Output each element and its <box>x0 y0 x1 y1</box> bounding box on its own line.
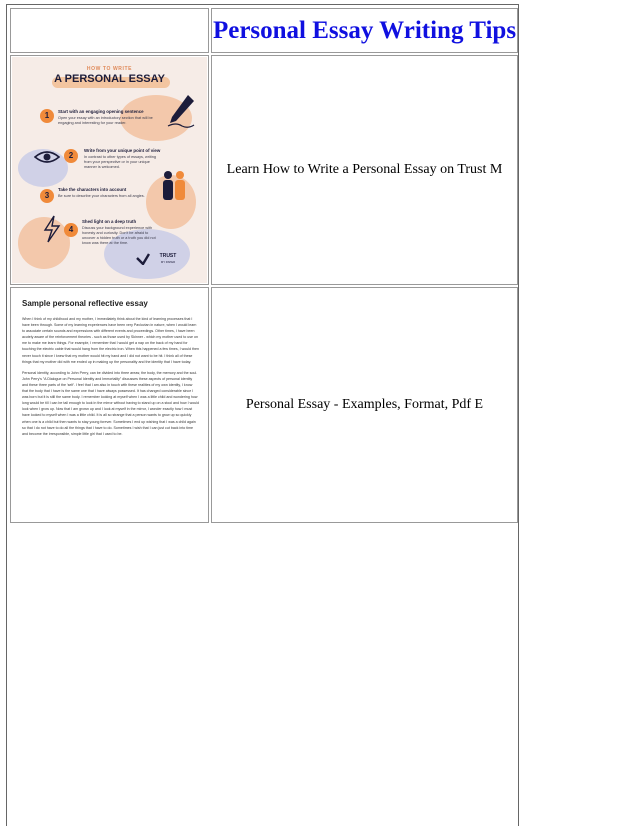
step-title: Take the characters into account <box>58 187 127 192</box>
caption-cell <box>211 55 518 285</box>
table-row-header <box>10 8 518 53</box>
pen-icon <box>166 93 196 129</box>
step-title: Write from your unique point of view <box>84 148 161 153</box>
step-number: 1 <box>40 109 54 123</box>
eye-icon <box>34 149 60 165</box>
sample-essay-image[interactable] <box>12 289 207 521</box>
step-text: Open your essay with an introductory section that will be engaging and interesting for your reader. <box>58 116 153 125</box>
image-caption[interactable]: Personal Essay - Examples, Format, Pdf E <box>245 397 484 412</box>
step-text: Discuss your background experience with honesty and curiosity. Don't be afraid to uncover a hidden truth or a truth you did not know was there at the time. <box>82 226 156 245</box>
brand-subtitle: MY PAPER <box>160 260 176 264</box>
header-empty-cell <box>10 8 209 53</box>
image-caption[interactable]: Learn How to Write a Personal Essay on Trust M <box>226 162 503 177</box>
step-number: 3 <box>40 189 54 203</box>
people-icon <box>160 169 188 209</box>
step-title: Start with an engaging opening sentence <box>58 109 144 114</box>
sample-essay-paragraph: Personal identity, according to John Perry, can be divided into three areas; the body, the memory and the soul. John Perry's "A Dialogue on Personal Identity and Immortality" discusses these aspects of personal identity and these three parts of the 'self'. I feel that I am also in touch with these realities of my own identity, I know that the body that I have is the same one that I have always possessed. It has changed considerable since I was born but it is still the same body. I remember looking at myself when I was a little child and wondering how long would be till I can be tall enough to look in the mirror without having to stand up on a stool and how I would look when I grow up. Now that I am grown up and I look at myself in the mirror, I wonder exactly how I must have looked to myself when I was a little child. It is all so strange that a person wants to grow up so quickly when one is a child but then wants to stay young forever. Sometimes I end up wishing that I was a child again so that I do not have to do all the things that I have to do. Sometimes I wish that I can just cut back into time and become the irresponsible, simple little girl that I used to be. <box>22 370 200 436</box>
step-number: 2 <box>64 149 78 163</box>
image-cell <box>10 55 209 285</box>
sample-essay-paragraph: When I think of my childhood and my mother, I immediately think about the kind of learning processes that I have been through. Some of my learning experiences have been very Pavlovian in nature, when I would learn to associate certain sounds and expressions with different events and proceedings. Other times, I have been acutely aware of the reinforcement theories - such as those used by Skinner - which my mother used to use on me to make me learn things. For example, I remember that I would get a nap on the back of my hand for touching the electric cable that would hang from the electric iron. When this happened a few times, I would then never touch it since I knew that my mother would hit my hand and I did not want to be hit. I think all of these things that my mother did with me ended up in making up the personality and the identity that I have today. <box>22 317 199 364</box>
infographic-image[interactable] <box>12 57 207 283</box>
infographic-heading: A PERSONAL ESSAY <box>54 73 165 85</box>
brand-name: TRUST <box>159 253 177 259</box>
infographic-kicker: HOW TO WRITE <box>86 66 133 72</box>
table-row <box>10 55 518 285</box>
trust-logo-icon <box>136 253 150 265</box>
caption-cell <box>211 287 518 523</box>
content-table <box>8 6 520 525</box>
page-title: Personal Essay Writing Tips <box>212 17 517 44</box>
step-text: Be sure to describe your characters from all angles. <box>58 194 145 198</box>
sample-essay-heading: Sample personal reflective essay <box>22 299 148 308</box>
table-row <box>10 287 518 523</box>
lightning-icon <box>42 215 62 243</box>
step-title: Shed light on a deep truth <box>82 219 137 224</box>
title-cell <box>211 8 518 53</box>
step-number: 4 <box>64 223 78 237</box>
image-cell <box>10 287 209 523</box>
step-text: In contrast to other types of essays, writing from your perspective or in your unique manner is welcomed. <box>84 155 156 169</box>
